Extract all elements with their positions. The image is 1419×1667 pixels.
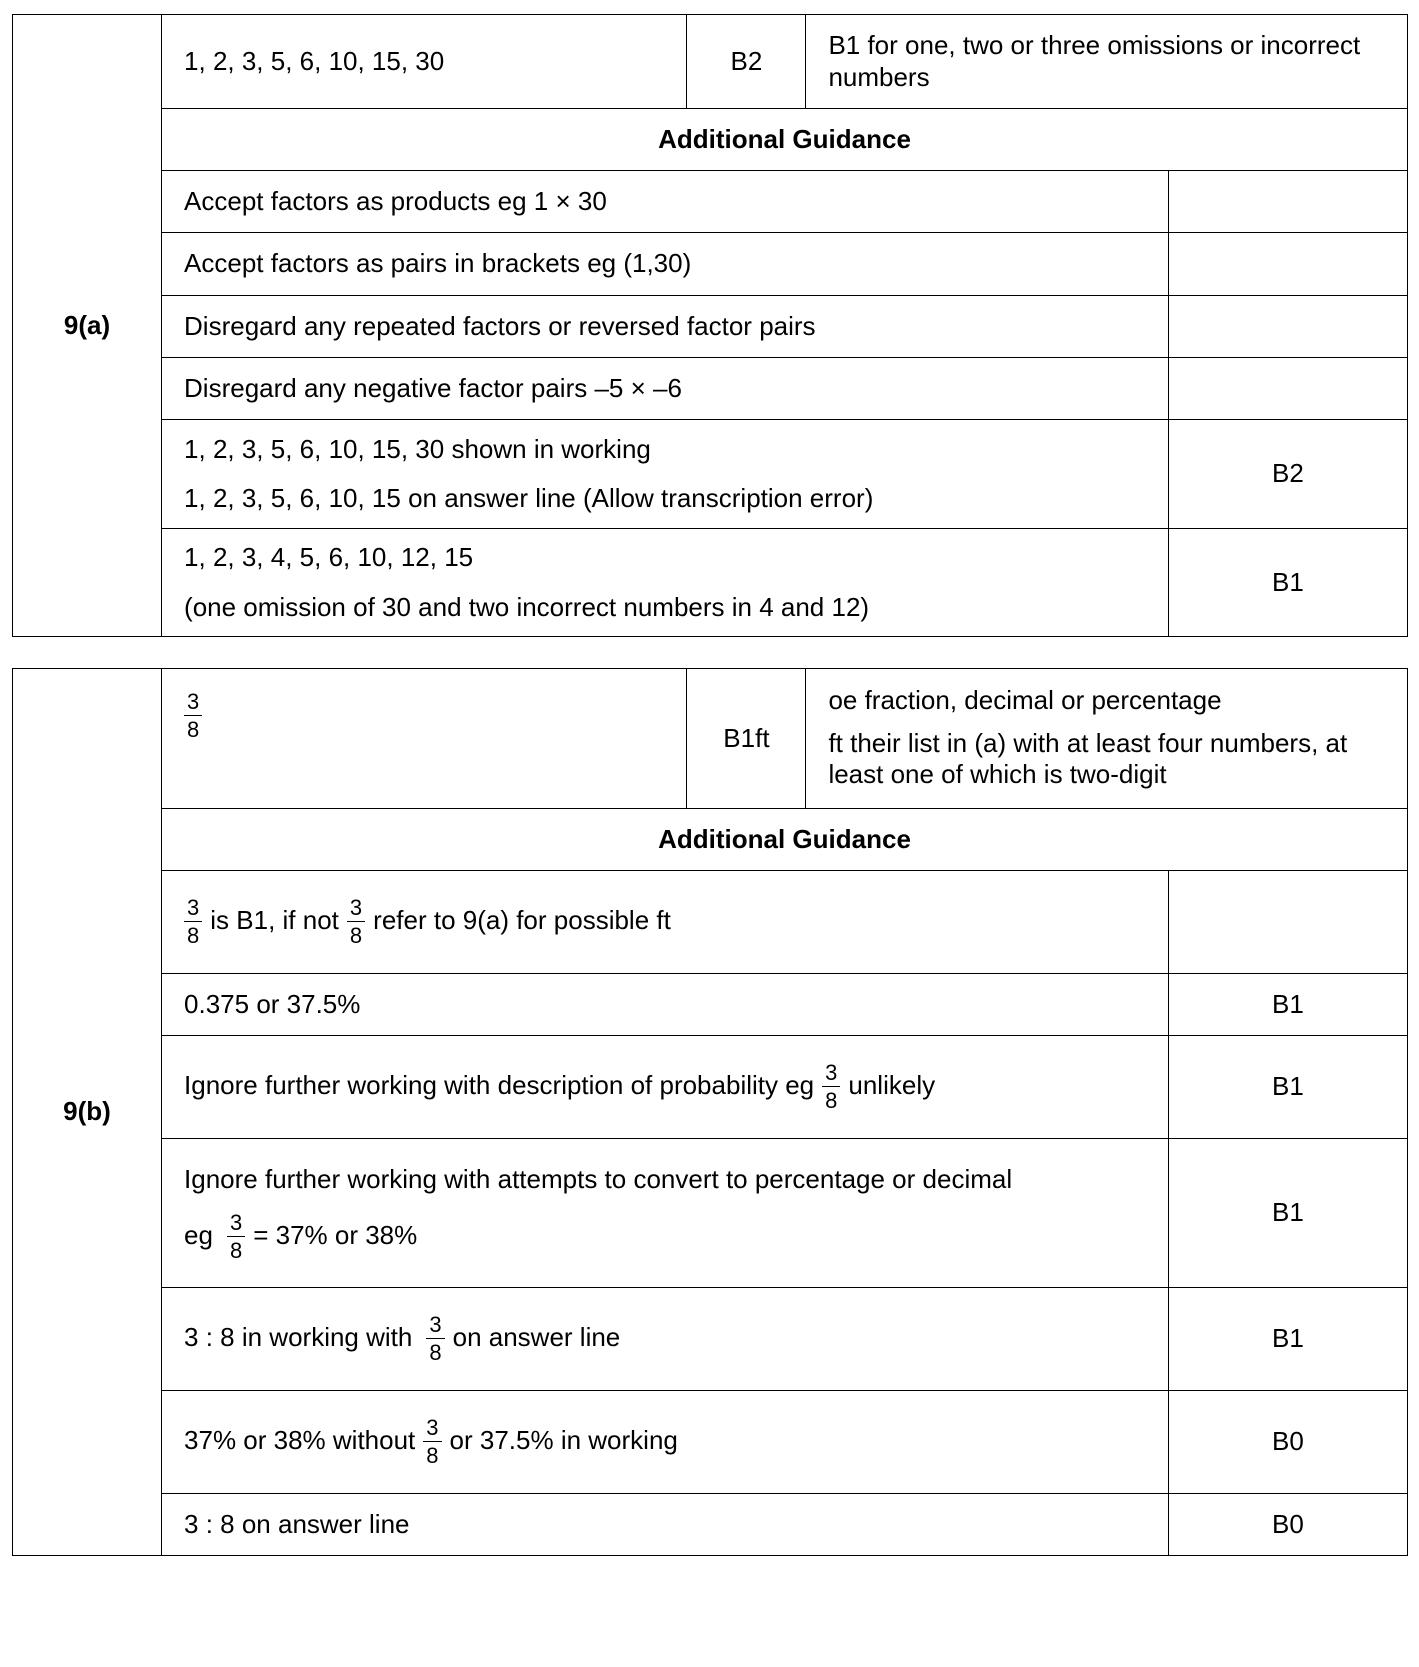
guidance-text: 0.375 or 37.5% [162, 974, 1169, 1036]
fraction: $\frac{3}{8}$ [227, 1212, 245, 1262]
guidance-fragment: unlikely [848, 1069, 936, 1100]
guidance-text: Accept factors as products eg 1 × 30 [162, 171, 1169, 233]
guidance-line: 1, 2, 3, 5, 6, 10, 15, 30 shown in working [184, 433, 651, 464]
mark-scheme-9a [12, 14, 1408, 637]
fraction: $\frac{3}{8}$ [426, 1314, 444, 1364]
guidance-fragment: on answer line [452, 1321, 621, 1352]
guidance-line: 1, 2, 3, 5, 6, 10, 15 on answer line (Allow transcription error) [184, 483, 874, 513]
guidance-text [162, 1288, 1169, 1391]
guidance-text [162, 871, 1169, 974]
question-number-9a: 9(a) [13, 15, 162, 637]
fraction: $\frac{3}{8}$ [347, 897, 365, 947]
guidance-mark [1168, 171, 1407, 233]
guidance-text: 3 : 8 on answer line [162, 1494, 1169, 1556]
guidance-mark: B1 [1168, 529, 1407, 637]
guidance-text [162, 420, 1169, 529]
guidance-heading-9a: Additional Guidance [162, 109, 1408, 171]
guidance-text [162, 1036, 1169, 1139]
mark-scheme-table-9a [12, 14, 1408, 637]
guidance-mark: B0 [1168, 1494, 1407, 1556]
question-number-9b: 9(b) [13, 669, 162, 1556]
guidance-fragment: = 37% or 38% [253, 1219, 418, 1250]
guidance-fragment: Ignore further working with description of probability eg [184, 1069, 815, 1100]
guidance-text: Disregard any negative factor pairs –5 × –6 [162, 358, 1169, 420]
guidance-mark: B0 [1168, 1391, 1407, 1494]
guidance-mark: B2 [1168, 420, 1407, 529]
mark-9a: B2 [687, 15, 806, 109]
comments-9b [806, 669, 1408, 809]
comment-line: ft their list in (a) with at least four numbers, at least one of which is two-digit [828, 728, 1348, 790]
comments-9a: B1 for one, two or three omissions or incorrect numbers [806, 15, 1408, 109]
fraction: $\frac{3}{8}$ [423, 1417, 441, 1467]
guidance-fragment: is B1, if not [210, 904, 339, 935]
guidance-fragment: refer to 9(a) for possible ft [373, 904, 671, 935]
guidance-line: Ignore further working with attempts to convert to percentage or decimal [184, 1164, 1013, 1195]
fraction: $\frac{3}{8}$ [184, 897, 202, 947]
answer-fraction: $\frac{3}{8}$ [184, 691, 202, 741]
comment-line: oe fraction, decimal or percentage [828, 685, 1222, 715]
guidance-text: Accept factors as pairs in brackets eg (1,30) [162, 233, 1169, 296]
guidance-mark [1168, 296, 1407, 358]
mark-9b: B1ft [687, 669, 806, 809]
guidance-text [162, 1391, 1169, 1494]
guidance-fragment: eg [184, 1219, 213, 1250]
guidance-mark: B1 [1168, 1139, 1407, 1288]
guidance-mark: B1 [1168, 1036, 1407, 1139]
guidance-mark: B1 [1168, 974, 1407, 1036]
guidance-text [162, 1139, 1169, 1288]
answer-9a: 1, 2, 3, 5, 6, 10, 15, 30 [162, 15, 687, 109]
mark-scheme-9b [12, 668, 1408, 1556]
guidance-text [162, 529, 1169, 637]
guidance-line: (one omission of 30 and two incorrect numbers in 4 and 12) [184, 591, 870, 622]
guidance-mark [1168, 871, 1407, 974]
answer-9b [162, 669, 687, 809]
fraction: $\frac{3}{8}$ [822, 1062, 840, 1112]
guidance-mark [1168, 233, 1407, 296]
guidance-fragment: or 37.5% in working [449, 1424, 678, 1455]
guidance-fragment: 3 : 8 in working with [184, 1321, 413, 1352]
guidance-mark [1168, 358, 1407, 420]
guidance-text: Disregard any repeated factors or reversed factor pairs [162, 296, 1169, 358]
guidance-line [184, 1209, 1146, 1263]
mark-scheme-table-9b [12, 668, 1408, 1556]
guidance-heading-9b: Additional Guidance [162, 809, 1408, 871]
guidance-mark: B1 [1168, 1288, 1407, 1391]
guidance-line: 1, 2, 3, 4, 5, 6, 10, 12, 15 [184, 542, 474, 573]
guidance-fragment: 37% or 38% without [184, 1424, 416, 1455]
